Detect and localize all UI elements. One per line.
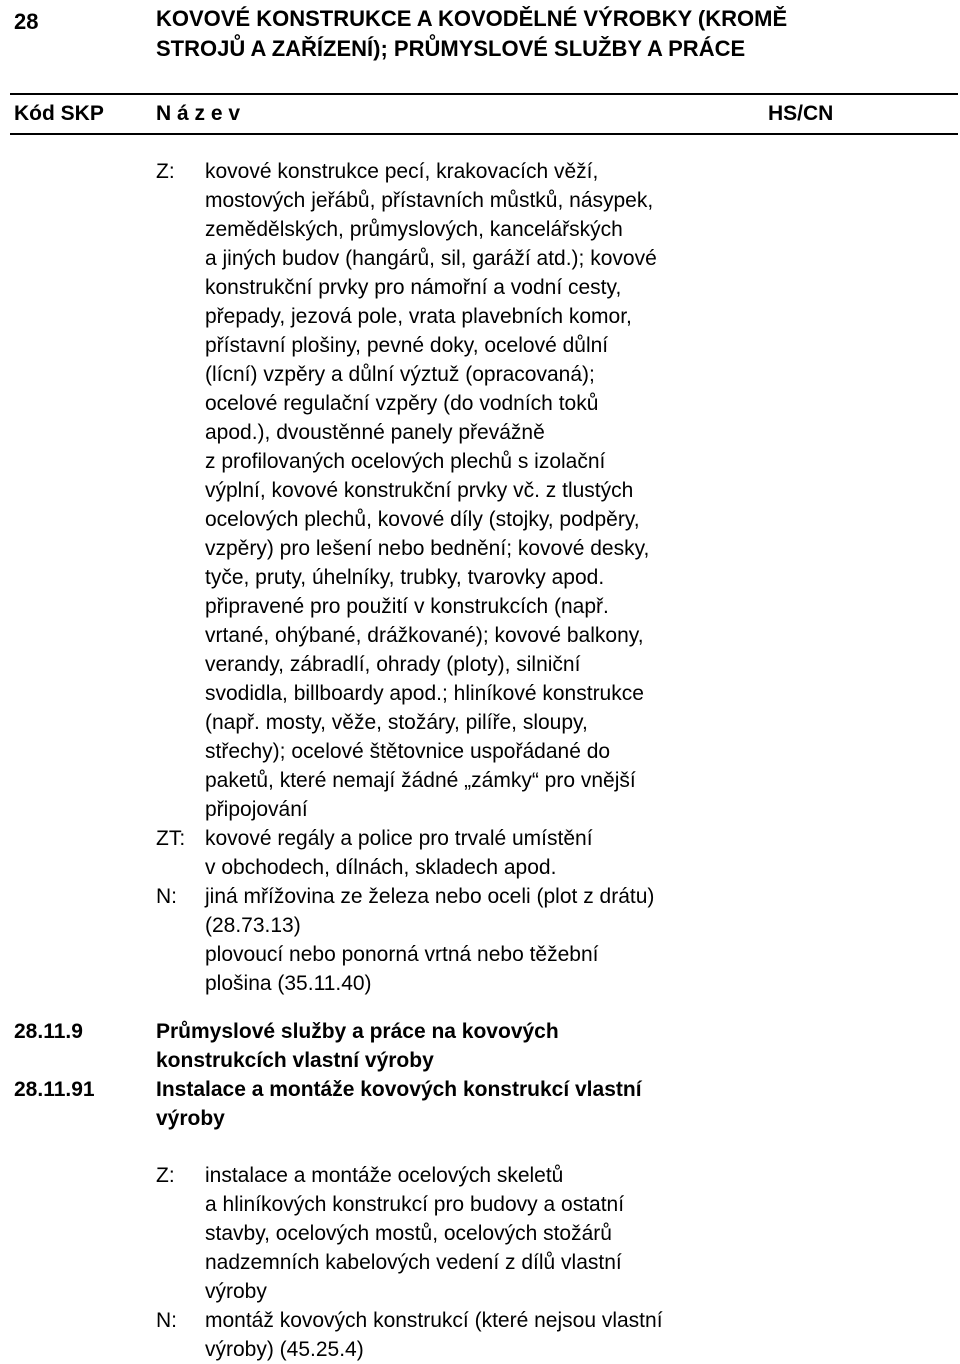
note-line: plovoucí nebo ponorná vrtná nebo těžební — [205, 943, 599, 966]
note-line: mostových jeřábů, přístavních můstků, násypek, — [205, 189, 654, 212]
note-entry — [156, 1161, 756, 1306]
note-line: (např. mosty, věže, stožáry, pilíře, sloupy, — [205, 711, 588, 734]
note-line: verandy, zábradlí, ohrady (ploty), silniční — [205, 653, 581, 676]
note-line: vzpěry) pro lešení nebo bednění; kovové desky, — [205, 537, 650, 560]
note-label: Z: — [156, 1164, 175, 1187]
column-header-hs: HS/CN — [768, 102, 834, 125]
note-text — [205, 1161, 756, 1306]
code-entry — [14, 1075, 754, 1133]
chapter-title — [156, 4, 916, 64]
chapter-title-line: KOVOVÉ KONSTRUKCE A KOVODĚLNÉ VÝROBKY (KROMĚ — [156, 6, 788, 31]
note-entry — [156, 882, 756, 998]
note-line: ocelových plechů, kovové díly (stojky, podpěry, — [205, 508, 640, 531]
note-line: tyče, pruty, úhelníky, trubky, tvarovky apod. — [205, 566, 605, 589]
notes-top — [156, 157, 756, 998]
note-line: připravené pro použití v konstrukcích (např. — [205, 595, 609, 618]
note-line: nadzemních kabelových vedení z dílů vlastní — [205, 1251, 622, 1274]
note-line: svodidla, billboardy apod.; hliníkové konstrukce — [205, 682, 644, 705]
note-line: a jiných budov (hangárů, sil, garáží atd.); kovové — [205, 247, 657, 270]
code-entry — [14, 1017, 754, 1075]
chapter-number: 28 — [14, 9, 39, 34]
note-entry — [156, 157, 756, 824]
note-line: z profilovaných ocelových plechů s izolační — [205, 450, 606, 473]
note-entry — [156, 1306, 756, 1364]
code-number: 28.11.91 — [14, 1078, 95, 1101]
note-line: v obchodech, dílnách, skladech apod. — [205, 856, 557, 879]
note-line: a hliníkových konstrukcí pro budovy a ostatní — [205, 1193, 625, 1216]
note-line: (28.73.13) — [205, 914, 301, 937]
note-line: připojování — [205, 798, 308, 821]
note-line: přístavní plošiny, pevné doky, ocelové důlní — [205, 334, 609, 357]
note-text — [205, 157, 756, 824]
note-line: zemědělských, průmyslových, kancelářských — [205, 218, 623, 241]
column-header-name: N á z e v — [156, 102, 241, 125]
note-line: stavby, ocelových mostů, ocelových stožárů — [205, 1222, 612, 1245]
note-line: konstrukční prvky pro námořní a vodní cesty, — [205, 276, 622, 299]
note-line: výroby — [205, 1280, 267, 1303]
note-entry — [156, 824, 756, 882]
note-line: jiná mřížovina ze železa nebo oceli (plot z drátu) — [205, 885, 655, 908]
note-line: plošina (35.11.40) — [205, 972, 372, 995]
note-label: N: — [156, 885, 177, 908]
note-text — [205, 824, 756, 882]
note-line: střechy); ocelové štětovnice uspořádané do — [205, 740, 611, 763]
note-line: výroby) (45.25.4) — [205, 1338, 364, 1361]
note-line: paketů, které nemají žádné „zámky“ pro vnější — [205, 769, 636, 792]
note-line: apod.), dvoustěnné panely převážně — [205, 421, 545, 444]
column-header-bar — [10, 93, 958, 135]
code-title-line: výroby — [156, 1107, 225, 1130]
note-line: (lícní) vzpěry a důlní výztuž (opracovaná); — [205, 363, 595, 386]
code-title-line: Průmyslové služby a práce na kovových — [156, 1020, 559, 1043]
note-line: instalace a montáže ocelových skeletů — [205, 1164, 564, 1187]
note-text — [205, 1306, 756, 1364]
note-line: vrtané, ohýbané, drážkované); kovové balkony, — [205, 624, 644, 647]
code-title-line: Instalace a montáže kovových konstrukcí vlastní — [156, 1078, 642, 1101]
note-line: kovové regály a police pro trvalé umístění — [205, 827, 593, 850]
code-title — [156, 1017, 754, 1075]
column-header-code: Kód SKP — [14, 102, 104, 125]
note-label: Z: — [156, 160, 175, 183]
code-number: 28.11.9 — [14, 1020, 83, 1043]
note-line: přepady, jezová pole, vrata plavebních komor, — [205, 305, 632, 328]
chapter-title-line: STROJŮ A ZAŘÍZENÍ); PRŮMYSLOVÉ SLUŽBY A PRÁCE — [156, 36, 746, 61]
note-text — [205, 882, 756, 998]
note-label: ZT: — [156, 827, 186, 850]
note-line: montáž kovových konstrukcí (které nejsou vlastní — [205, 1309, 663, 1332]
code-title — [156, 1075, 754, 1133]
code-title-line: konstrukcích vlastní výroby — [156, 1049, 434, 1072]
note-line: ocelové regulační vzpěry (do vodních toků — [205, 392, 599, 415]
notes-bottom — [156, 1161, 756, 1364]
note-label: N: — [156, 1309, 177, 1332]
note-line: výplní, kovové konstrukční prvky vč. z tlustých — [205, 479, 634, 502]
note-line: kovové konstrukce pecí, krakovacích věží, — [205, 160, 599, 183]
code-entries — [14, 1017, 754, 1133]
